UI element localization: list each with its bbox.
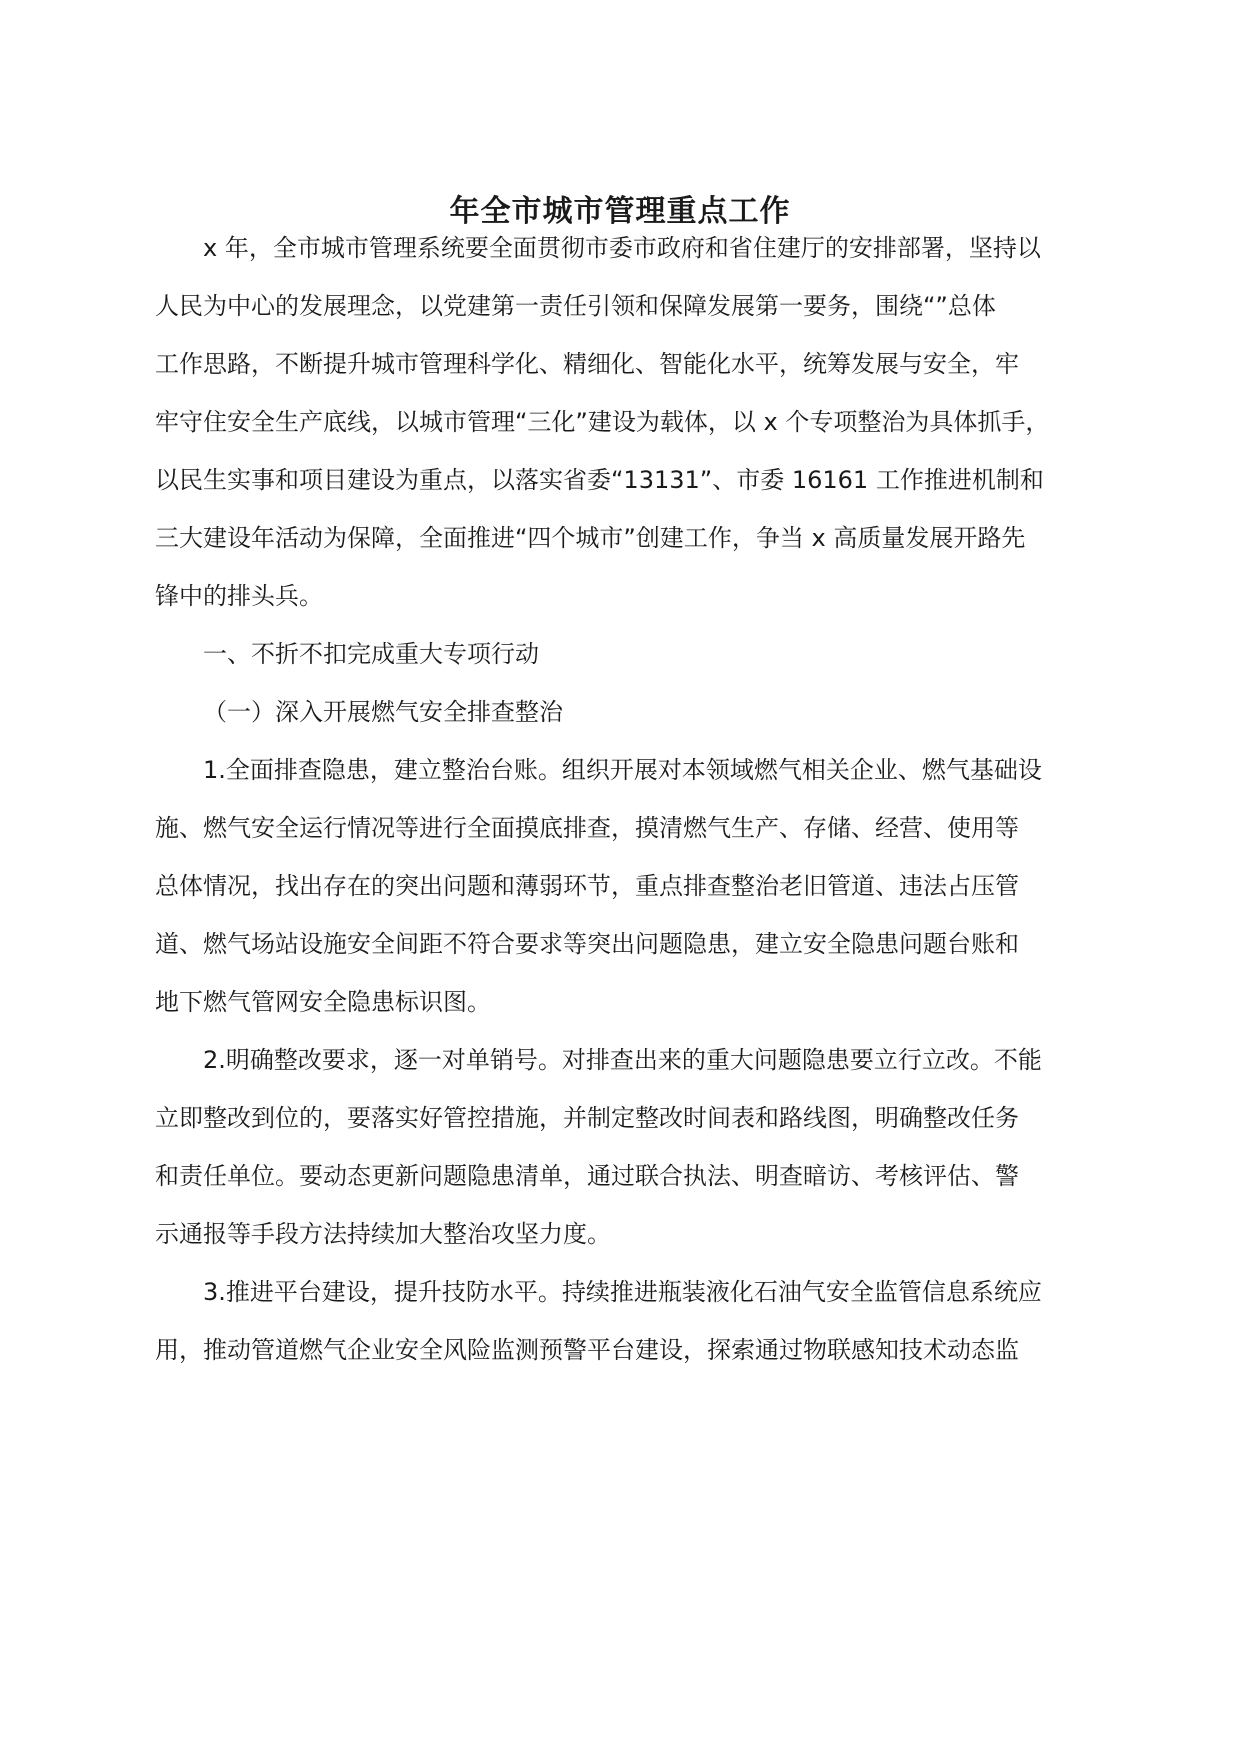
intro-line-7: 锋中的排头兵。 xyxy=(155,582,323,610)
item1-line-5: 地下燃气管网安全隐患标识图。 xyxy=(155,988,491,1016)
section-heading: 一、不折不扣完成重大专项行动 xyxy=(203,640,539,668)
intro-line-2: 人民为中心的发展理念，以党建第一责任引领和保障发展第一要务，围绕“”总体 xyxy=(155,292,996,320)
item1-line-2: 施、燃气安全运行情况等进行全面摸底排查，摸清燃气生产、存储、经营、使用等 xyxy=(155,814,1019,842)
item1-line-3: 总体情况，找出存在的突出问题和薄弱环节，重点排查整治老旧管道、违法占压管 xyxy=(155,872,1019,900)
intro-line-5: 以民生实事和项目建设为重点，以落实省委“13131”、市委 16161 工作推进机制和 xyxy=(155,466,1044,494)
item3-line-2: 用，推动管道燃气企业安全风险监测预警平台建设，探索通过物联感知技术动态监 xyxy=(155,1336,1019,1364)
item2-line-1: 2.明确整改要求，逐一对单销号。对排查出来的重大问题隐患要立行立改。不能 xyxy=(203,1046,1042,1074)
item1-line-4: 道、燃气场站设施安全间距不符合要求等突出问题隐患，建立安全隐患问题台账和 xyxy=(155,930,1019,958)
intro-line-4: 牢守住安全生产底线，以城市管理“三化”建设为载体，以 x 个专项整治为具体抓手， xyxy=(155,408,1050,436)
subsection-heading: （一）深入开展燃气安全排查整治 xyxy=(203,698,563,726)
item2-line-3: 和责任单位。要动态更新问题隐患清单，通过联合执法、明查暗访、考核评估、警 xyxy=(155,1162,1019,1190)
document-title: 年全市城市管理重点工作 xyxy=(449,194,791,229)
item1-line-1: 1.全面排查隐患，建立整治台账。组织开展对本领域燃气相关企业、燃气基础设 xyxy=(203,756,1042,784)
item2-line-4: 示通报等手段方法持续加大整治攻坚力度。 xyxy=(155,1220,611,1248)
item3-line-1: 3.推进平台建设，提升技防水平。持续推进瓶装液化石油气安全监管信息系统应 xyxy=(203,1278,1042,1306)
item2-line-2: 立即整改到位的，要落实好管控措施，并制定整改时间表和路线图，明确整改任务 xyxy=(155,1104,1019,1132)
intro-line-3: 工作思路，不断提升城市管理科学化、精细化、智能化水平，统筹发展与安全，牢 xyxy=(155,350,1019,378)
intro-line-6: 三大建设年活动为保障，全面推进“四个城市”创建工作，争当 x 高质量发展开路先 xyxy=(155,524,1026,552)
intro-line-1: x 年，全市城市管理系统要全面贯彻市委市政府和省住建厅的安排部署，坚持以 xyxy=(203,234,1041,262)
